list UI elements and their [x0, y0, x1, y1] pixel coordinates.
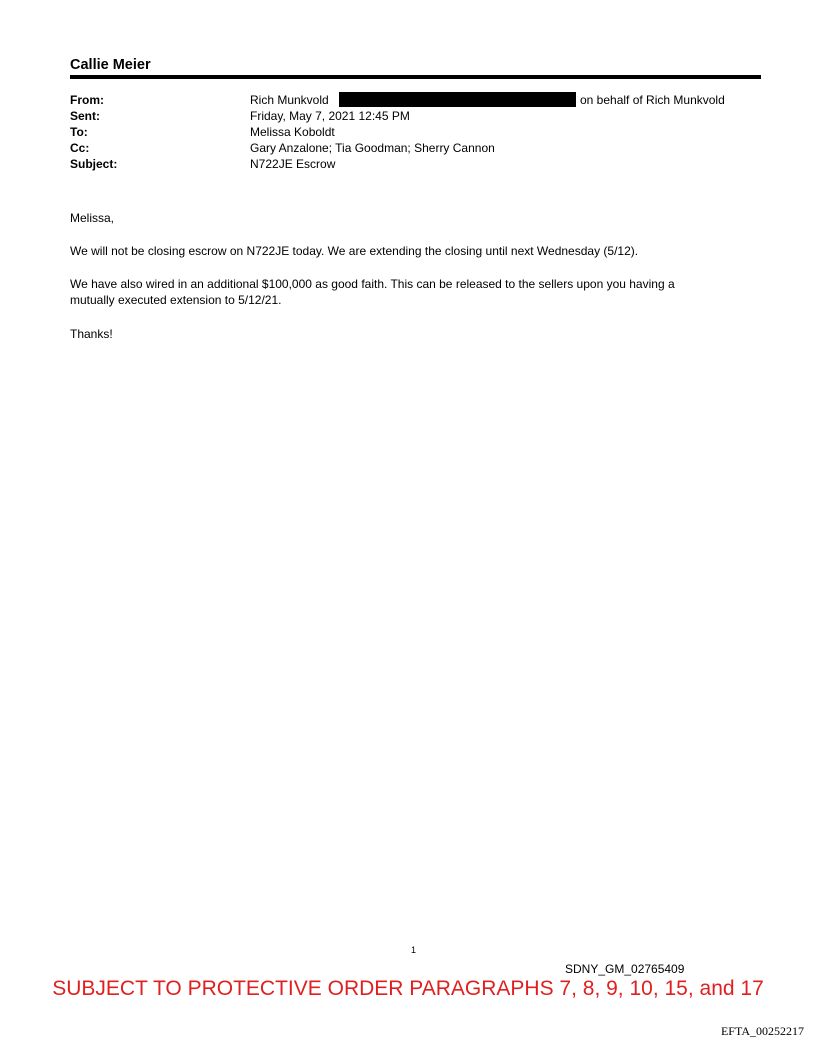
- from-suffix: on behalf of Rich Munkvold: [580, 93, 725, 107]
- body-closing: Thanks!: [70, 327, 113, 341]
- cc-label: Cc:: [70, 141, 90, 155]
- subject-label: Subject:: [70, 157, 118, 171]
- body-paragraph-2-line-1: We have also wired in an additional $100,000 as good faith. This can be released to the sellers upon you having a: [70, 277, 675, 291]
- body-paragraph-1: We will not be closing escrow on N722JE today. We are extending the closing until next Wednesday (5/12).: [70, 244, 639, 258]
- bates-number: SDNY_GM_02765409: [565, 962, 685, 976]
- efta-number: EFTA_00252217: [720, 1024, 804, 1038]
- body-greeting: Melissa,: [70, 211, 115, 225]
- header-rule: [70, 75, 761, 79]
- to-label: To:: [70, 125, 88, 139]
- sent-value: Friday, May 7, 2021 12:45 PM: [250, 109, 410, 123]
- from-label: From:: [70, 93, 104, 107]
- cc-value: Gary Anzalone; Tia Goodman; Sherry Cannon: [250, 141, 495, 155]
- protective-order-notice: SUBJECT TO PROTECTIVE ORDER PARAGRAPHS 7, 8, 9, 10, 15, and 17: [52, 977, 764, 1000]
- body-paragraph-2-line-2: mutually executed extension to 5/12/21.: [70, 293, 282, 307]
- to-value: Melissa Koboldt: [250, 125, 335, 139]
- sent-label: Sent:: [70, 109, 100, 123]
- page-number: 1: [411, 945, 417, 955]
- redaction-box: [339, 92, 576, 107]
- email-owner-name: Callie Meier: [70, 57, 151, 73]
- from-value: Rich Munkvold: [250, 93, 329, 107]
- subject-value: N722JE Escrow: [250, 157, 336, 171]
